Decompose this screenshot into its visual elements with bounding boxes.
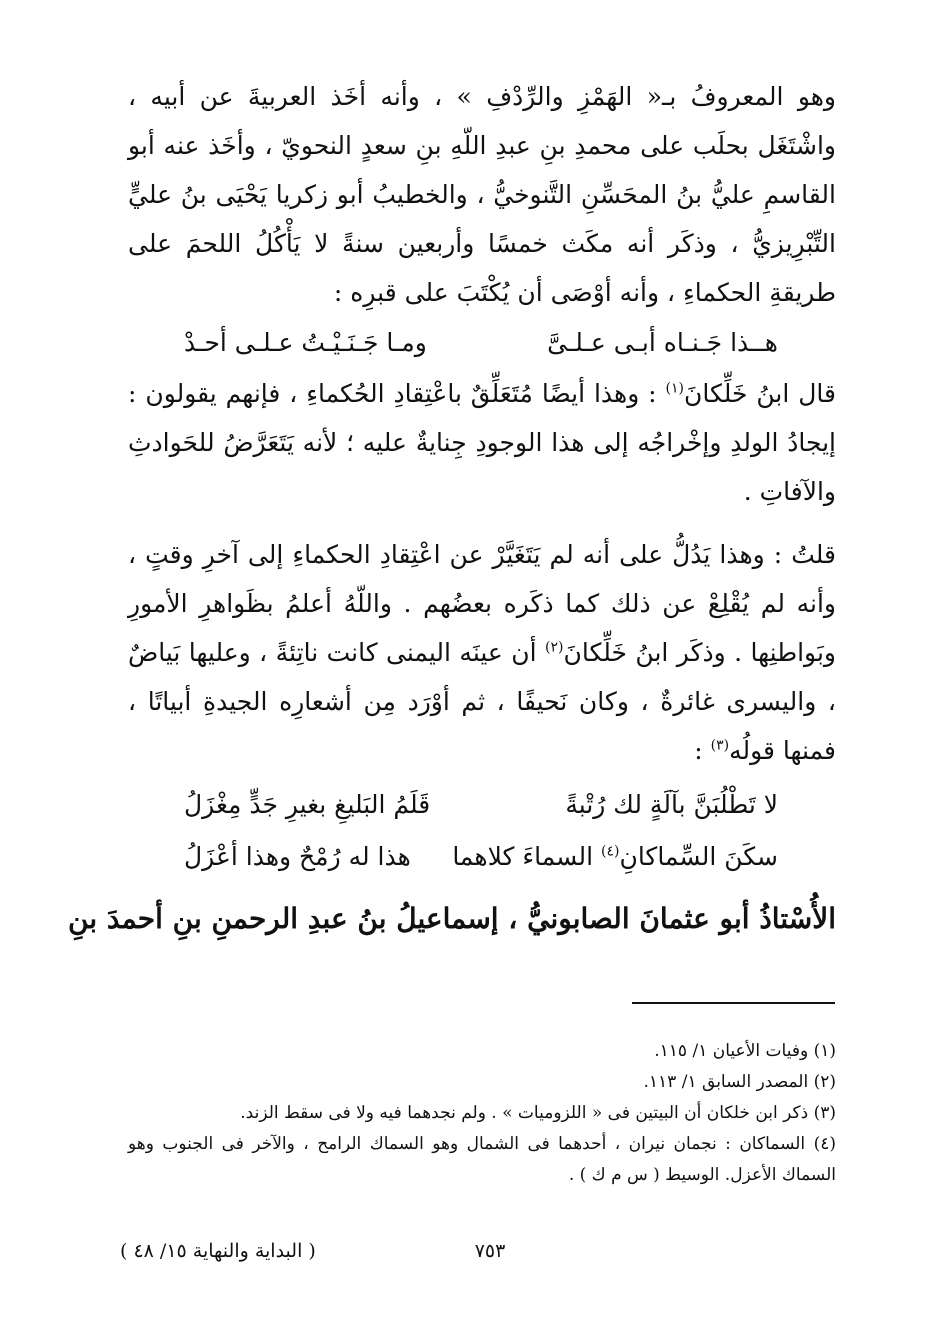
verse-2-second-hemistich: قَلَمُ البَليغِ بغيرِ جَدٍّ مِغْزَلُ	[184, 790, 431, 819]
footnote-1: (١) وفيات الأعيان ١/ ١١٥.	[654, 1041, 836, 1061]
main-text	[68, 72, 836, 947]
paragraph-2-start: قال ابنُ خَلِّكانَ	[683, 379, 836, 408]
biography-heading: الأُسْتاذُ أبو عثمانَ الصابونيُّ ، إسماعيلُ بنُ عبدِ الرحمنِ بنِ أحمدَ بنِ	[68, 902, 836, 935]
footnote-4: (٤) السماكان : نجمان نيران ، أحدهما فى الشمال وهو السماك الرامح ، والآخر فى الجنوب وهو السماك الأعزل. الوسيط ( س م ك ) .	[128, 1134, 836, 1185]
paragraph-1: وهو المعروفُ بـ« الهَمْزِ والرِّدْفِ » ، وأنه أخَذ العربيةَ عن أبيه ، واشْتَغَل بحلَب على محمدِ بنِ عبدِ اللّهِ بنِ سعدٍ النحويّ ، وأخَذ عنه أبو القاسمِ عليُّ بنُ المحَسِّنِ التَّنوخيُّ ، والخطيبُ أبو زكريا يَحْيَى بنُ عليٍّ التِّبْرِيزيُّ ، وذكَر أنه مكَث خمسًا وأربعين سنةً لا يَأْكُلُ اللحمَ على طريقةِ الحكماءِ ، وأنه أوْصَى أن يُكْتَبَ على قبرِه :	[128, 82, 836, 307]
footnote-ref-4[interactable]: (٤)	[600, 843, 620, 860]
footnote-3: (٣) ذكر ابن خلكان أن البيتين فى « اللزوميات » . ولم نجدهما فيه ولا فى سقط الزند.	[240, 1103, 836, 1123]
verse-3-first-start: سكَنَ السِّماكانِ	[619, 842, 778, 871]
paragraph-3-middle: أن عينَه اليمنى كانت ناتِئةً ، وعليها بَياضٌ ، واليسرى غائرةٌ ، وكان نَحيفًا ، ثم أوْرَد مِن أشعارِه الجيدةِ أبياتًا ، فمنها قولُه	[128, 638, 836, 765]
verse-3-first-hemistich	[452, 831, 778, 883]
paragraph-2-rest: : وهذا أيضًا مُتَعَلِّقٌ باعْتِقادِ الحُكماءِ ، فإنهم يقولون : إيجادُ الولدِ وإخْراجُه إلى هذا الوجودِ جِنايةٌ عليه ؛ لأنه يَتَعَرَّضُ للحَوادثِ والآفاتِ .	[128, 379, 836, 506]
footnote-ref-1[interactable]: (١)	[665, 380, 684, 397]
verse-3-second-hemistich: هذا له رُمْحٌ وهذا أعْزَلُ	[184, 842, 411, 871]
page-footer	[120, 1240, 836, 1270]
paragraph-3-start: قلتُ : وهذا يَدُلُّ على أنه لم يَتَغَيَّرْ عن اعْتِقادِ الحكماءِ إلى آخرِ وقتٍ ، وأنه لم يُقْلِعْ عن ذلك كما ذكَره بعضُهم . واللّهُ أعلمُ بظَواهرِ الأمورِ وبَواطنِها . وذكَر ابنُ خَلِّكانَ	[128, 540, 836, 667]
verse-3-first-end: السماءَ كلاهما	[452, 842, 601, 871]
footnotes	[128, 1036, 836, 1191]
verse-line-1	[128, 317, 836, 369]
paragraph-2	[128, 369, 836, 516]
verse-1-second-hemistich: ومـا جَـنَـيْـتُ عـلـى أحـدْ	[184, 328, 427, 357]
footnote-ref-2[interactable]: (٢)	[545, 639, 564, 656]
footnote-2: (٢) المصدر السابق ١/ ١١٣.	[643, 1072, 836, 1092]
footnote-separator	[632, 1002, 835, 1004]
verse-2-first-hemistich: لا تَطْلُبَنَّ بآلَةٍ لك رُتْبةً	[565, 790, 778, 819]
paragraph-3	[128, 530, 836, 775]
verse-line-2	[128, 779, 836, 831]
page-number: ٧٥٣	[474, 1240, 506, 1262]
running-title: ( البداية والنهاية ١٥/ ٤٨ )	[120, 1240, 316, 1262]
verse-line-3	[128, 831, 836, 883]
verse-1-first-hemistich: هــذا جَـنـاه أبـى عـلـىَّ	[547, 328, 778, 357]
footnote-ref-3[interactable]: (٣)	[710, 737, 730, 754]
paragraph-3-end: :	[694, 736, 711, 765]
